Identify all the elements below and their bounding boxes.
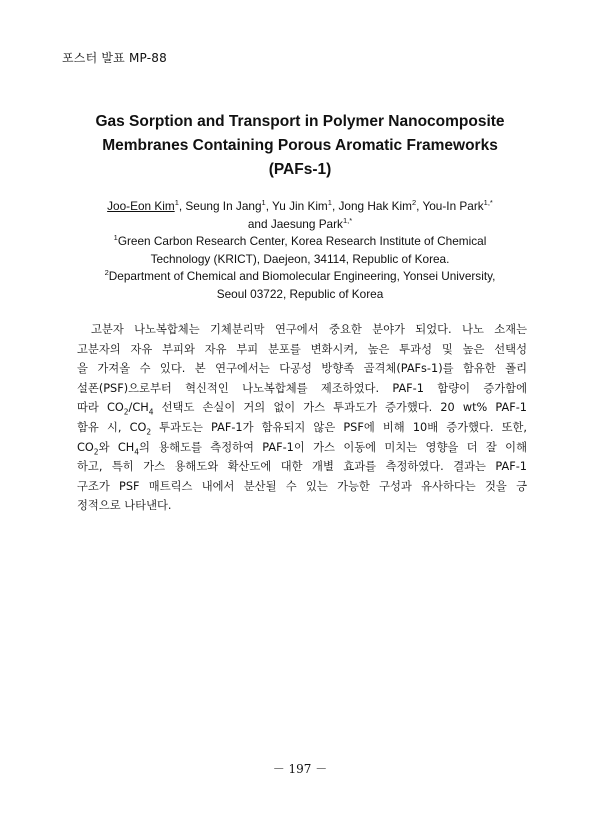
author-affil-mark: 2 <box>411 198 417 208</box>
author-name: Yu Jin Kim <box>272 199 328 213</box>
abstract-line: 정적으로 나타낸다. <box>77 499 172 513</box>
author-affil-mark: 1 <box>327 198 332 208</box>
affiliation-line <box>60 233 540 251</box>
abstract-line: 함유 시, $CO_2$ 투과도는 PAF-1가 함유되지 않은 PSF에 비해 10배 증가했다. 또한, <box>77 420 528 437</box>
abstract-line: 하고, 특히 가스 용해도와 확산도에 대한 개별 효과를 측정하였다. 결과는 PAF-1 <box>77 460 527 474</box>
abstract-line: 고분자 나노복합체는 기체분리막 연구에서 중요한 분야가 되었다. 나노 소재는 <box>91 323 527 336</box>
abstract-line: 구조가 PSF 매트릭스 내에서 분산될 수 있는 가능한 구성과 유사하다는 것을 긍 <box>77 479 527 493</box>
author-name: Jong Hak Kim <box>338 199 412 213</box>
title-line: (PAFs-1) <box>268 161 332 178</box>
author-name: Seung In Jang <box>185 199 262 213</box>
author-name: Joo-Eon Kim <box>107 199 175 213</box>
session-label: 포스터 발표 MP-88 <box>62 51 167 65</box>
page-number: － 197 － <box>272 762 328 776</box>
abstract-line: $CO_2$와 $CH_4$의 용해도를 측정하여 PAF-1이 가스 이동에 미치는 영향을 더 잘 이해 <box>77 440 527 456</box>
author-affil-mark: 1 <box>261 198 266 208</box>
abstract-line: 설폰(PSF)으로부터 혁신적인 나노복합체를 제조하였다. PAF-1 함량이 증가함에 <box>77 381 527 395</box>
abstract-line: 을 가져올 수 있다. 본 연구에서는 다공성 방향족 골격체(PAFs-1)를 함유한 폴리 <box>77 362 527 376</box>
author-name: Jaesung Park <box>270 217 343 231</box>
title-line: Membranes Containing Porous Aromatic Frameworks <box>102 137 498 154</box>
affiliation-line: Technology (KRICT), Daejeon, 34114, Republic of Korea. <box>150 251 450 266</box>
affiliations <box>60 233 540 303</box>
affil-text: Department of Chemical and Biomolecular Engineering, Yonsei University, <box>108 269 496 283</box>
author-affil-mark: 1,* <box>342 216 353 226</box>
author-affil-mark: 1,* <box>483 198 493 208</box>
author-connector: and <box>247 217 268 231</box>
affil-text: Green Carbon Research Center, Korea Research Institute of Chemical <box>117 234 487 248</box>
abstract-line: 따라 $CO_2/CH_4$ 선택도 손실이 거의 없이 가스 투과도가 증가했다. 20 wt% PAF-1 <box>77 401 527 417</box>
author-line: Joo-Eon Kim$^1$, Seung In Jang$^1$, Yu Jin Kim$^1$, Jong Hak Kim$^2$, You-In Park$^{1,*}$ <box>107 198 493 213</box>
author-name: You-In Park <box>422 199 484 213</box>
author-line <box>60 215 540 233</box>
author-affil-mark: 1 <box>174 198 179 208</box>
paper-title <box>60 110 540 182</box>
affil-mark: 2 <box>104 268 109 278</box>
title-line: Gas Sorption and Transport in Polymer Nanocomposite <box>95 113 505 130</box>
abstract <box>77 320 527 516</box>
affiliation-line: Seoul 03722, Republic of Korea <box>216 286 384 301</box>
abstract-line: 고분자의 자유 부피와 자유 부피 분포를 변화시켜, 높은 투과성 및 높은 선택성 <box>77 342 527 356</box>
affiliation-line <box>60 268 540 286</box>
affil-mark: 1 <box>113 233 118 243</box>
author-list <box>60 197 540 233</box>
